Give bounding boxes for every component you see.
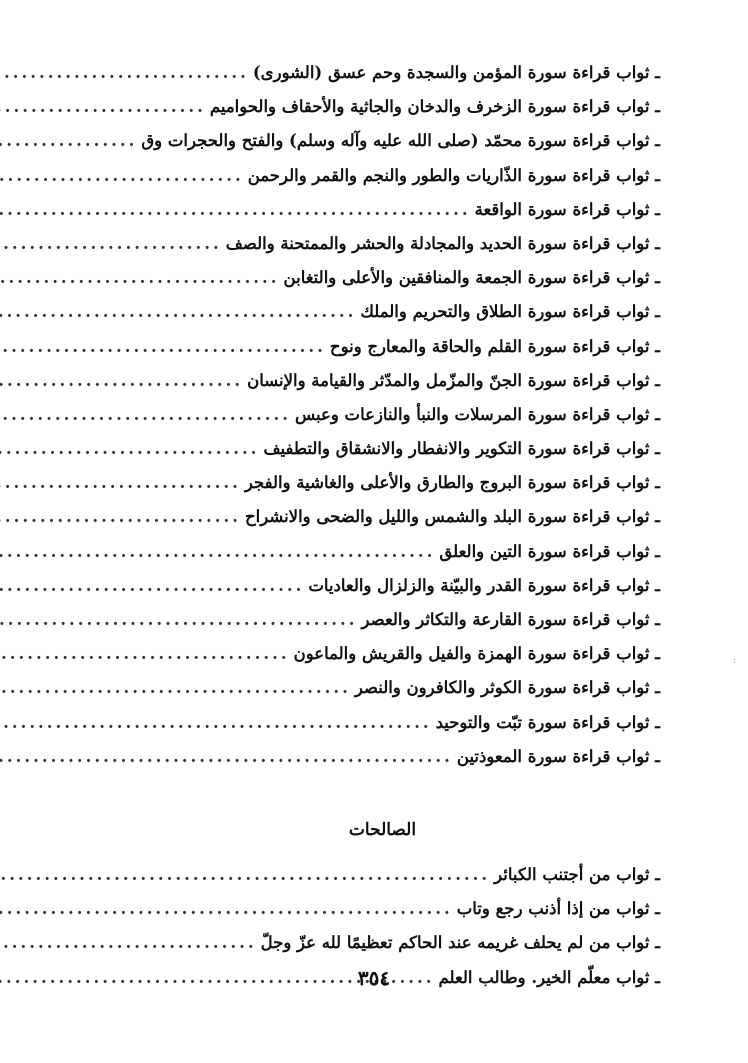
scan-speck: : — [733, 655, 737, 666]
toc-entry: ـ ثواب قراءة سورة الطلاق والتحريم والملك ..... — [105, 301, 660, 335]
toc-entry: ـ ثواب قراءة سورة المؤمن والسجدة وحم عسق (الشورى) ..... — [105, 62, 660, 96]
section-heading: الصالحات — [348, 819, 417, 840]
toc-entry: ـ ثواب قراءة سورة البروج والطارق والأعلى والغاشية والفجر ..... — [105, 472, 660, 506]
toc-entry: ـ ثواب قراءة سورة القارعة والتكاثر والعصر ..... — [105, 609, 660, 643]
toc-entry: ـ ثواب قراءة سورة محمّد (صلى الله عليه وآله وسلم) والفتح والحجرات وق ..... — [105, 130, 660, 164]
toc-entry: ـ ثواب قراءة سورة البلد والشمس والليل والضحى والانشراح ..... — [105, 506, 660, 540]
toc-entry: ـ ثواب قراءة سورة الهمزة والفيل والقريش والماعون ..... — [105, 643, 660, 677]
toc-entry: ـ ثواب قراءة سورة الذّاريات والطور والنجم والقمر والرحمن ..... — [105, 165, 660, 199]
toc-page — [105, 62, 660, 1001]
toc-entry: ـ ثواب قراءة سورة التكوير والانفطار والانشقاق والتطفيف ..... — [105, 438, 660, 472]
toc-entry: ـ ثواب قراءة سورة تبّت والتوحيد ..... — [105, 712, 660, 746]
toc-entry: ـ ثواب من أجتنب الكبائر ..... — [105, 864, 660, 898]
toc-entry: ـ ثواب قراءة سورة الواقعة ..... — [105, 199, 660, 233]
toc-entry: ـ ثواب قراءة سورة الزخرف والدخان والجاثية والأحقاف والحواميم ..... — [105, 96, 660, 130]
toc-entry: ـ ثواب معلّم الخير. وطالب العلم ..... — [105, 967, 660, 1001]
page-number: ٣٥٤ — [357, 966, 391, 990]
toc-entry: ـ ثواب قراءة سورة الجمعة والمنافقين والأعلى والتغابن ..... — [105, 267, 660, 301]
toc-list-part1 — [105, 62, 660, 780]
toc-entry: ـ ثواب قراءة سورة المرسلات والنبأ والنازعات وعبس ..... — [105, 404, 660, 438]
toc-entry: ـ ثواب قراءة سورة القدر والبيّنة والزلزال والعاديات ..... — [105, 575, 660, 609]
toc-entry: ـ ثواب قراءة سورة المعوذتين ..... — [105, 746, 660, 780]
toc-entry: ـ ثواب قراءة سورة الكوثر والكافرون والنصر ..... — [105, 677, 660, 711]
toc-entry: ـ ثواب قراءة سورة الجنّ والمزّمل والمدّثر والقيامة والإنسان ..... — [105, 370, 660, 404]
toc-entry: ـ ثواب من إذا أذنب رجع وتاب ..... — [105, 898, 660, 932]
toc-entry: ـ ثواب قراءة سورة الحديد والمجادلة والحشر والممتحنة والصف ..... — [105, 233, 660, 267]
toc-entry: ـ ثواب قراءة سورة التين والعلق ..... — [105, 541, 660, 575]
toc-entry: ـ ثواب قراءة سورة القلم والحاقة والمعارج ونوح ..... — [105, 336, 660, 370]
toc-entry: ـ ثواب من لم يحلف غريمه عند الحاكم تعظيمًا لله عزّ وجلّ ..... — [105, 932, 660, 966]
